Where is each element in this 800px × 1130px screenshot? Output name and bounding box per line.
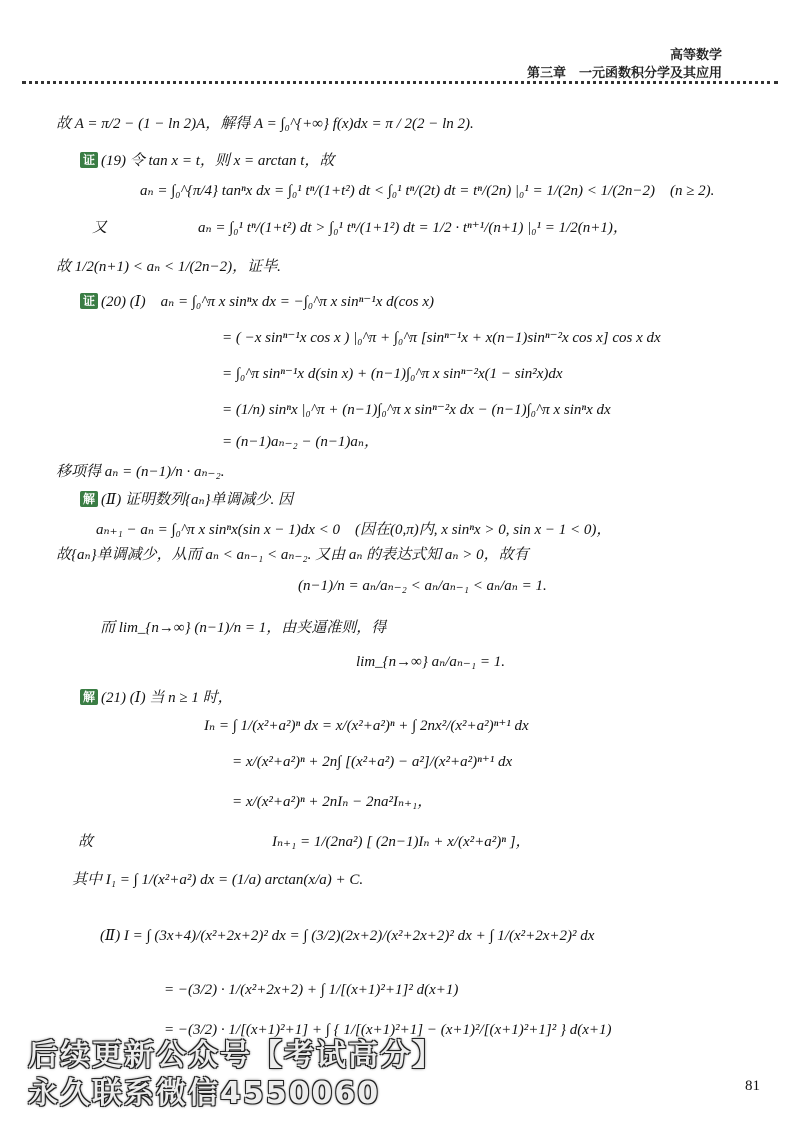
chapter-title: 第三章 一元函数积分学及其应用 xyxy=(526,66,722,81)
problem-21-part2-step1: = −(3/2) · 1/(x²+2x+2) + ∫ 1/[(x+1)²+1]² d(x+1) xyxy=(164,982,459,998)
problem-20-limit: lim_{n→∞} aₙ/aₙ₋₁ = 1. xyxy=(356,654,505,670)
problem-20-step-3: = (1/n) sinⁿx |₀^π + (n−1)∫₀^π x sinⁿ⁻²x dx − (n−1)∫₀^π x sinⁿx dx xyxy=(222,402,611,418)
problem-20-step-2: = ∫₀^π sinⁿ⁻¹x d(sin x) + (n−1)∫₀^π x sinⁿ⁻²x(1 − sin²x)dx xyxy=(222,366,563,382)
problem-20-part2-text: (Ⅱ) 证明数列{aₙ}单调减少. 因 xyxy=(101,492,294,508)
problem-20-part1-intro xyxy=(0,292,800,312)
problem-20-text: (20) (Ⅰ) aₙ = ∫₀^π x sinⁿx dx = −∫₀^π x sinⁿ⁻¹x d(cos x) xyxy=(101,294,435,310)
problem-21-part2: (Ⅱ) I = ∫ (3x+4)/(x²+2x+2)² dx = ∫ (3/2)(2x+2)/(x²+2x+2)² dx + ∫ 1/(x²+2x+2)² dx xyxy=(100,928,595,944)
problem-20-decreasing: 故{aₙ}单调减少，从而 aₙ < aₙ₋₁ < aₙ₋₂. 又由 aₙ 的表达式知 aₙ > 0，故有 xyxy=(56,547,529,563)
problem-19-you: 又 xyxy=(92,220,108,236)
problem-21-gu: 故 xyxy=(78,834,94,850)
header-divider xyxy=(22,81,778,84)
problem-19-intro xyxy=(0,151,800,171)
solution-line-a-result: 故 A = π/2 − (1 − ln 2)A，解得 A = ∫₀^{+∞} f(x)dx = π / 2(2 − ln 2). xyxy=(56,116,474,132)
problem-20-part2-intro xyxy=(0,490,800,510)
problem-21-step-2: = x/(x²+a²)ⁿ + 2n∫ [(x²+a²) − a²]/(x²+a²)ⁿ⁺¹ dx xyxy=(232,754,513,770)
watermark-line-1: 后续更新公众号【考试高分】 xyxy=(28,1038,444,1073)
problem-21-intro xyxy=(0,688,800,708)
page-number: 81 xyxy=(745,1078,760,1094)
problem-19-lower-bound: aₙ = ∫₀¹ tⁿ/(1+t²) dt > ∫₀¹ tⁿ/(1+1²) dt = 1/2 · tⁿ⁺¹/(n+1) |₀¹ = 1/2(n+1)， xyxy=(198,220,628,236)
problem-20-recurrence: 移项得 aₙ = (n−1)/n · aₙ₋₂. xyxy=(56,464,225,480)
problem-20-squeeze: 而 lim_{n→∞} (n−1)/n = 1，由夹逼准则，得 xyxy=(100,620,387,636)
problem-21-part2-step2: = −(3/2) · 1/[(x+1)²+1] + ∫ { 1/[(x+1)²+1] − (x+1)²/[(x+1)²+1]² } d(x+1) xyxy=(164,1022,612,1038)
solution-tag: 解 xyxy=(80,491,98,507)
proof-tag: 证 xyxy=(80,293,98,309)
problem-19-conclusion: 故 1/2(n+1) < aₙ < 1/(2n−2)，证毕. xyxy=(56,259,281,275)
solution-tag: 解 xyxy=(80,689,98,705)
problem-21-text: (21) (Ⅰ) 当 n ≥ 1 时， xyxy=(101,690,233,706)
watermark-line-2: 永久联系微信4550060 xyxy=(28,1076,381,1111)
proof-tag: 证 xyxy=(80,152,98,168)
problem-21-step-1: Iₙ = ∫ 1/(x²+a²)ⁿ dx = x/(x²+a²)ⁿ + ∫ 2nx²/(x²+a²)ⁿ⁺¹ dx xyxy=(204,718,529,734)
problem-21-step-3: = x/(x²+a²)ⁿ + 2nIₙ − 2na²Iₙ₊₁， xyxy=(232,794,433,810)
problem-21-recurrence: Iₙ₊₁ = 1/(2na²) [ (2n−1)Iₙ + x/(x²+a²)ⁿ ]， xyxy=(272,834,531,850)
book-title: 高等数学 xyxy=(669,48,722,63)
problem-21-i1: 其中 I₁ = ∫ 1/(x²+a²) dx = (1/a) arctan(x/a) + C. xyxy=(72,872,364,888)
problem-19-text: (19) 令 tan x = t，则 x = arctan t，故 xyxy=(101,153,335,169)
problem-20-inequality: (n−1)/n = aₙ/aₙ₋₂ < aₙ/aₙ₋₁ < aₙ/aₙ = 1. xyxy=(298,578,547,594)
problem-20-step-1: = ( −x sinⁿ⁻¹x cos x ) |₀^π + ∫₀^π [sinⁿ⁻¹x + x(n−1)sinⁿ⁻²x cos x] cos x dx xyxy=(222,330,661,346)
problem-19-upper-bound: aₙ = ∫₀^{π/4} tanⁿx dx = ∫₀¹ tⁿ/(1+t²) dt < ∫₀¹ tⁿ/(2t) dt = tⁿ/(2n) |₀¹ = 1/(2n) < 1/(2n−2) (n ≥ 2). xyxy=(140,183,715,199)
problem-20-step-4: = (n−1)aₙ₋₂ − (n−1)aₙ， xyxy=(222,434,380,450)
problem-20-monotone: aₙ₊₁ − aₙ = ∫₀^π x sinⁿx(sin x − 1)dx < 0 (因在(0,π)内, x sinⁿx > 0, sin x − 1 < 0)， xyxy=(96,522,612,538)
